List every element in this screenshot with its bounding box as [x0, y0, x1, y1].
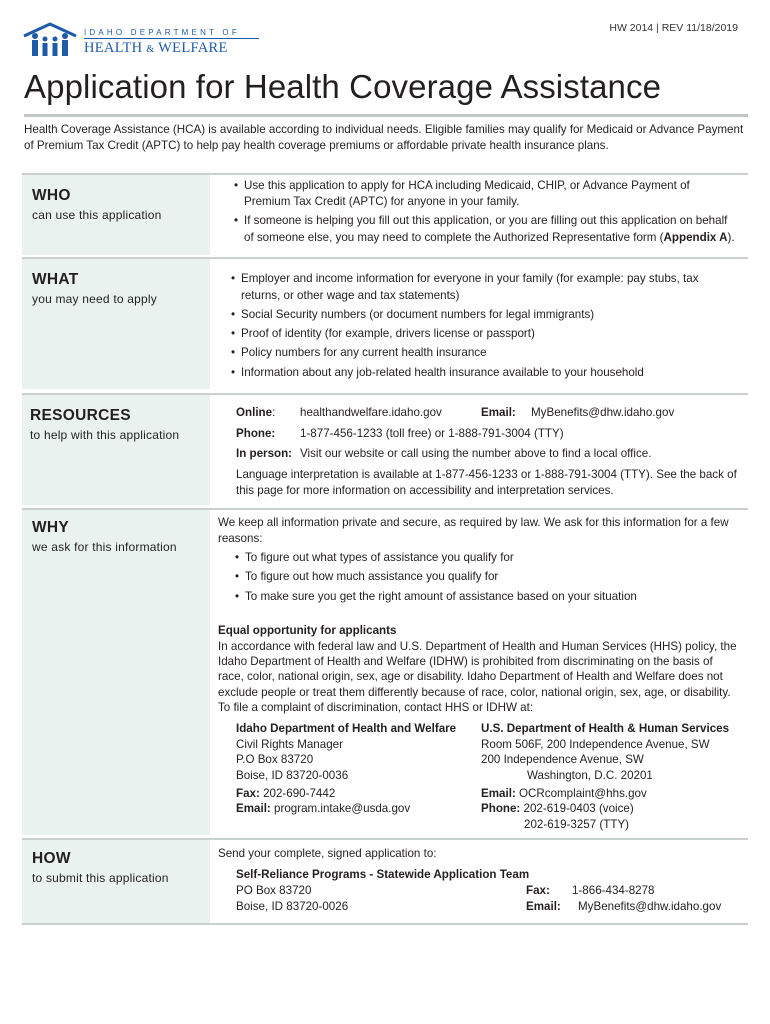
application-address-line-2: Boise, ID 83720-0026	[236, 900, 349, 913]
idhw-contact-line-3: Boise, ID 83720-0036	[236, 769, 349, 782]
application-address-line-1: PO Box 83720	[236, 884, 312, 897]
equal-opportunity-line-2: Idaho Department of Health and Welfare (IDHW) is prohibited from discriminating on the basis of	[218, 655, 713, 668]
what-bullet-3: • Proof of identity (for example, drivers license or passport)	[241, 326, 535, 342]
online-label: Online:	[236, 406, 276, 419]
who-bullet-2-line-2: of someone else, you may need to complete the Authorized Representative form (Appendix A).	[244, 231, 735, 244]
language-line-2: this page for more information on accessibility and interpretation services.	[236, 484, 614, 497]
what-bullet-5: • Information about any job-related health insurance available to your household	[241, 365, 644, 381]
application-team-name: Self-Reliance Programs - Statewide Application Team	[236, 868, 530, 881]
how-fax-label: Fax:	[526, 884, 550, 897]
logo-text-health-welfare: HEALTH & WELFARE	[84, 40, 228, 56]
how-email-value: MyBenefits@dhw.idaho.gov	[578, 900, 722, 913]
why-heading: WHY	[32, 519, 70, 536]
equal-opportunity-line-1: In accordance with federal law and U.S. Department of Health and Human Services (HHS) policy, the	[218, 640, 737, 653]
in-person-label: In person:	[236, 447, 293, 460]
why-paragraph-line-2: reasons:	[218, 532, 263, 545]
why-subheading: we ask for this information	[32, 540, 177, 554]
why-bullet-1: • To figure out what types of assistance you qualify for	[245, 550, 514, 566]
resources-email-value: MyBenefits@dhw.idaho.gov	[531, 406, 675, 419]
logo-divider	[84, 38, 259, 39]
language-line-1: Language interpretation is available at 1-877-456-1233 or 1-888-791-3004 (TTY). See the back of	[236, 468, 737, 481]
why-paragraph-line-1: We keep all information private and secure, as required by law. We ask for this information for a few	[218, 516, 729, 529]
who-bullet-2-line-1: • If someone is helping you fill out this application, or you are filling out this application on behalf	[244, 213, 727, 229]
hhs-phone-tty: 202-619-3257 (TTY)	[524, 818, 630, 831]
resources-subheading: to help with this application	[30, 428, 180, 442]
who-heading: WHO	[32, 187, 71, 204]
idhw-contact-line-2: P.O Box 83720	[236, 753, 314, 766]
equal-opportunity-line-4: exclude people or treat them differently because of race, color, national origin, sex, age, or disability.	[218, 686, 731, 699]
how-subheading: to submit this application	[32, 871, 169, 885]
idhw-contact-line-1: Civil Rights Manager	[236, 738, 343, 751]
how-email-label: Email:	[526, 900, 561, 913]
what-bullet-1-line-1: • Employer and income information for everyone in your family (for example: pay stubs, tax	[241, 271, 699, 287]
hhs-contact-line-1: Room 506F, 200 Independence Avenue, SW	[481, 738, 710, 751]
title-divider	[24, 114, 748, 117]
what-bullet-2: • Social Security numbers (or document numbers for legal immigrants)	[241, 307, 594, 323]
what-bullet-1-line-2: returns, or other wage and tax statements)	[241, 289, 460, 302]
family-icon	[22, 22, 78, 58]
hhs-contact-name: U.S. Department of Health & Human Services	[481, 722, 730, 735]
bottom-divider	[22, 923, 748, 925]
in-person-value: Visit our website or call using the number above to find a local office.	[300, 447, 652, 460]
intro-paragraph: Health Coverage Assistance (HCA) is available according to individual needs. Eligible families may qualify for Medicaid or Advance Payment of Premium Tax Credit (APTC) to help pay health coverage premiums or affordable private health insurance plans.	[24, 123, 744, 152]
what-heading: WHAT	[32, 271, 79, 288]
why-bullet-2: • To figure out how much assistance you qualify for	[245, 569, 498, 585]
how-intro: Send your complete, signed application to:	[218, 847, 437, 860]
how-heading: HOW	[32, 850, 71, 867]
phone-label: Phone:	[236, 427, 276, 440]
form-number: HW 2014 | REV 11/18/2019	[609, 22, 738, 34]
equal-opportunity-line-3: race, color, national origin, sex, age or disability. Idaho Department of Health and Welfare does not	[218, 670, 723, 683]
who-bullet-1-line-2: Premium Tax Credit (APTC) for anyone in your family.	[244, 195, 520, 208]
resources-heading: RESOURCES	[30, 407, 131, 424]
why-bullet-3: • To make sure you get the right amount of assistance based on your situation	[245, 589, 637, 605]
what-subheading: you may need to apply	[32, 292, 157, 306]
hhs-contact-line-2: 200 Independence Avenue, SW	[481, 753, 644, 766]
equal-opportunity-line-5: To file a complaint of discrimination, contact HHS or IDHW at:	[218, 701, 534, 714]
what-bullet-4: • Policy numbers for any current health insurance	[241, 345, 487, 361]
online-website: healthandwelfare.idaho.gov	[300, 406, 442, 419]
hhs-contact-line-3: Washington, D.C. 20201	[527, 769, 653, 782]
resources-email-label: Email:	[481, 406, 516, 419]
idhw-contact-name: Idaho Department of Health and Welfare	[236, 722, 457, 735]
logo-text-department: IDAHO DEPARTMENT OF	[84, 28, 240, 37]
idhw-email: Email: program.intake@usda.gov	[236, 802, 411, 815]
hhs-phone: Phone: 202-619-0403 (voice)	[481, 802, 634, 815]
idhw-logo	[22, 22, 262, 62]
who-subheading: can use this application	[32, 208, 162, 222]
who-bullet-1-line-1: • Use this application to apply for HCA including Medicaid, CHIP, or Advance Payment of	[244, 178, 690, 194]
idhw-fax: Fax: 202-690-7442	[236, 787, 336, 800]
hhs-email: Email: OCRcomplaint@hhs.gov	[481, 787, 647, 800]
phone-value: 1-877-456-1233 (toll free) or 1-888-791-3004 (TTY)	[300, 427, 564, 440]
why-panel	[22, 510, 210, 835]
how-fax-value: 1-866-434-8278	[572, 884, 655, 897]
page-title: Application for Health Coverage Assistance	[24, 68, 662, 105]
equal-opportunity-title: Equal opportunity for applicants	[218, 624, 397, 637]
